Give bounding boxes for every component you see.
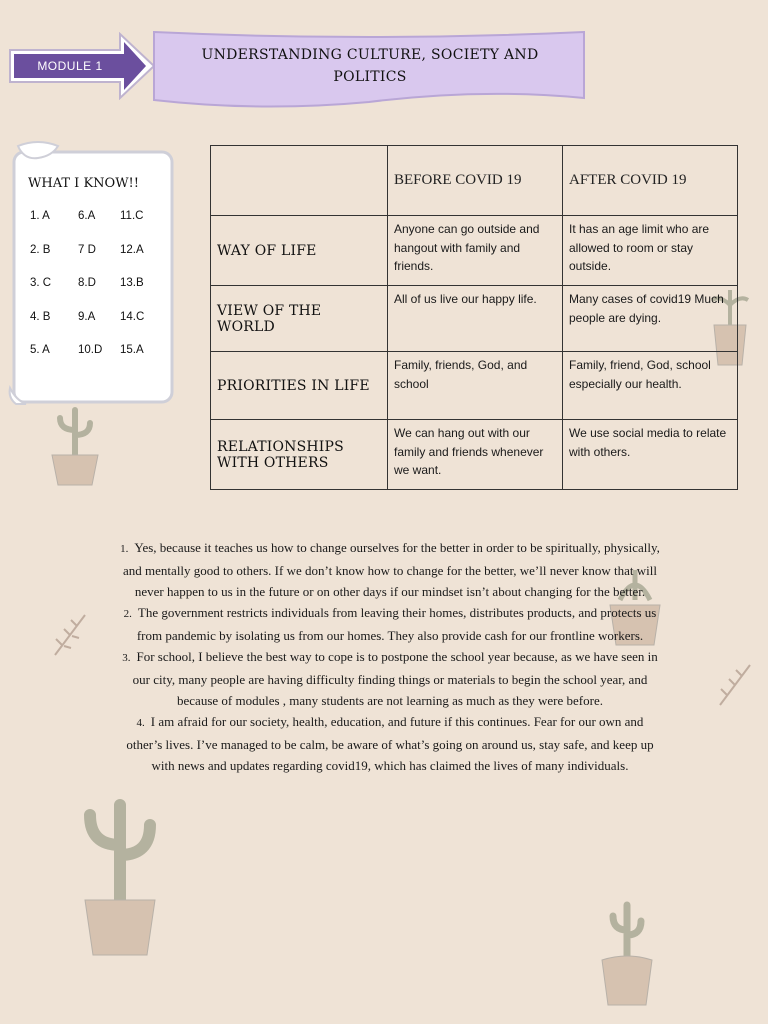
answer-row: [30, 311, 170, 345]
answer-item: 5. A: [30, 344, 50, 356]
row-label: VIEW OF THE WORLD: [211, 286, 388, 352]
table-header-row: [211, 146, 738, 216]
cell-before: We can hang out with our family and friends whenever we want.: [388, 420, 563, 490]
header-before: BEFORE COVID 19: [388, 146, 563, 216]
row-label: PRIORITIES IN LIFE: [211, 352, 388, 420]
answer-number: 1.: [120, 543, 129, 555]
page-title: [170, 44, 570, 88]
answer-item: 13.B: [120, 277, 144, 289]
answer-number: 3.: [122, 652, 131, 664]
answer-row: [30, 344, 170, 378]
title-line-2: POLITICS: [333, 69, 407, 85]
answer-item: 3. C: [30, 277, 52, 289]
potted-plant-sketch-icon: [590, 895, 665, 1015]
answer-number: 2.: [123, 608, 132, 620]
answer-item: 12.A: [120, 243, 144, 256]
answer-text: Yes, because it teaches us how to change ourselves for the better in order to be spiritually, physically, and mentally good to others. If we don’t know how to change for the better, we’ll never know that will never happen to us in the future or on other days if our mindset isn’t about changing for the better.: [123, 540, 660, 599]
answer-item: 4. B: [30, 310, 51, 323]
answer-number: 4.: [136, 717, 145, 729]
leaf-sprig-icon: [50, 610, 90, 660]
cell-after: It has an age limit who are allowed to room or stay outside.: [563, 216, 738, 286]
covid-comparison-table: [210, 145, 738, 490]
answer-item: 6.A: [78, 210, 96, 222]
answer-item: 15.A: [120, 344, 144, 356]
cactus-sketch-icon: [40, 400, 110, 490]
cell-before: All of us live our happy life.: [388, 286, 563, 352]
what-i-know-title: WHAT I KNOW!!: [28, 176, 140, 191]
module-label: MODULE 1: [37, 59, 103, 73]
answer-item: 10.D: [78, 344, 103, 356]
answer-item: 2. B: [30, 243, 51, 256]
header-after: AFTER COVID 19: [563, 146, 738, 216]
answer-row: [30, 210, 170, 244]
answer-item: 8.D: [78, 277, 96, 289]
answer-paragraph: [120, 711, 660, 776]
answer-item: 11.C: [120, 210, 144, 222]
row-label: RELATIONSHIPS WITH OTHERS: [211, 420, 388, 490]
answer-item: 14.C: [120, 310, 145, 323]
answer-text: For school, I believe the best way to cope is to postpone the school year because, as we have seen in our city, many people are having difficulty finding things or materials to begin the school year, and because of modules , many students are not learning as much as they were before.: [132, 649, 658, 708]
cactus-sketch-icon: [65, 790, 175, 960]
cell-after: We use social media to relate with others.: [563, 420, 738, 490]
numbered-answers: [120, 537, 660, 776]
title-line-1: UNDERSTANDING CULTURE, SOCIETY AND: [201, 47, 539, 63]
cell-before: Anyone can go outside and hangout with family and friends.: [388, 216, 563, 286]
answer-text: The government restricts individuals from leaving their homes, distributes products, and protects us from pandemic by isolating us from our homes. They also provide cash for our frontline workers.: [136, 605, 657, 643]
table-row: [211, 286, 738, 352]
answer-text: I am afraid for our society, health, education, and future if this continues. Fear for our own and other’s lives. I’ve managed to be calm, be aware of what’s going on around us, stay safe, and keep up with news and updates regarding covid19, which has claimed the lives of many individuals.: [126, 714, 654, 773]
answer-row: [30, 277, 170, 311]
cell-before: Family, friends, God, and school: [388, 352, 563, 420]
leaf-sprig-icon: [715, 660, 755, 710]
table-corner-cell: [211, 146, 388, 216]
answer-row: [30, 244, 170, 278]
answer-paragraph: [120, 537, 660, 602]
cell-after: Many cases of covid19 Much people are dying.: [563, 286, 738, 352]
table-row: [211, 352, 738, 420]
answer-item: 1. A: [30, 210, 50, 222]
cell-after: Family, friend, God, school especially our health.: [563, 352, 738, 420]
what-i-know-answers: [30, 210, 170, 378]
table-row: [211, 420, 738, 490]
answer-paragraph: [120, 646, 660, 711]
table-row: [211, 216, 738, 286]
row-label: WAY OF LIFE: [211, 216, 388, 286]
answer-item: 7 D: [78, 243, 96, 256]
answer-paragraph: [120, 602, 660, 646]
answer-item: 9.A: [78, 310, 96, 323]
